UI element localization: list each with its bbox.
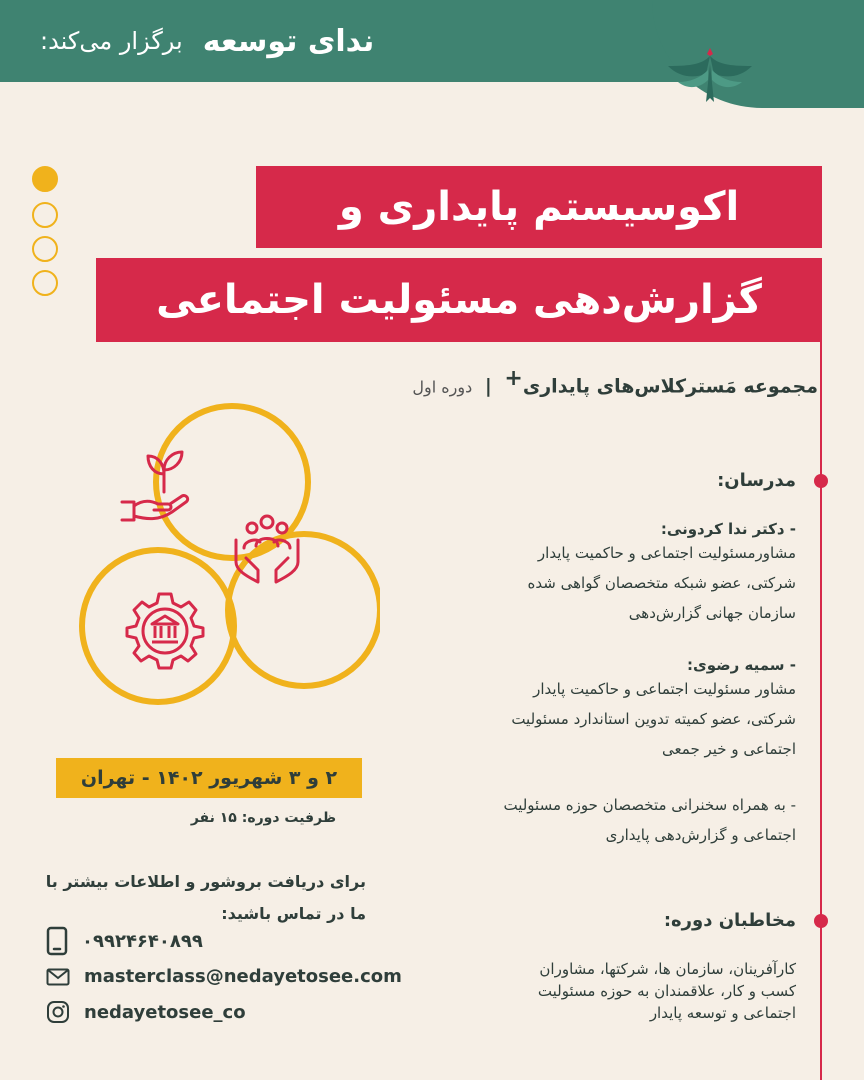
icon-circles <box>70 400 380 770</box>
date-place-banner: ۲ و ۳ شهریور ۱۴۰۲ - تهران <box>56 758 362 798</box>
contact-intro-line: برای دریافت بروشور و اطلاعات بیشتر با <box>45 872 366 891</box>
instagram-row[interactable] <box>46 1000 246 1024</box>
timeline-dot <box>814 914 828 928</box>
timeline-line <box>820 340 822 1080</box>
logo-icon <box>662 44 758 108</box>
header-hold-text: برگزار می‌کند: <box>40 27 183 55</box>
instructor-1-name: - دکتر ندا کردونی: <box>660 520 796 538</box>
instructor-1-line: شرکتی، عضو شبکه متخصصان گواهی شده <box>527 574 796 592</box>
instructors-heading: مدرسان: <box>717 470 796 491</box>
email-row[interactable] <box>46 966 402 987</box>
phone-number[interactable]: ۰۹۹۲۴۶۴۰۸۹۹ <box>82 930 203 952</box>
instructor-1-line: سازمان جهانی گزارش‌دهی <box>628 604 796 622</box>
header-text <box>40 18 630 64</box>
instagram-icon <box>46 1000 70 1024</box>
instructor-2-line: اجتماعی و خیر جمعی <box>662 740 796 758</box>
instructor-2-line: مشاور مسئولیت اجتماعی و حاکمیت پایدار <box>533 680 796 698</box>
subtitle <box>250 366 818 397</box>
plant-hand-icon <box>118 444 194 524</box>
instructor-2 <box>420 656 796 764</box>
series-name: مجموعه مَسترکلاس‌های پایداری <box>522 375 818 398</box>
extra-line: اجتماعی و گزارش‌دهی پایداری <box>605 826 796 844</box>
instagram-handle[interactable]: nedayetosee_co <box>84 1001 246 1023</box>
contact-intro-line: ما در تماس باشید: <box>221 904 366 923</box>
capacity: ظرفیت دوره: ۱۵ نفر <box>190 810 336 826</box>
audience-line: کارآفرینان، سازمان ها، شرکتها، مشاوران <box>539 960 796 978</box>
phone-row[interactable] <box>46 926 203 956</box>
phone-icon <box>46 926 68 956</box>
instructor-1 <box>420 520 796 628</box>
decor-dot <box>32 236 58 262</box>
brand-name: ندای توسعه <box>202 23 375 59</box>
mail-icon <box>46 968 70 986</box>
contact-intro <box>40 866 366 930</box>
title-line-1: اکوسیستم پایداری و <box>256 166 822 248</box>
decor-dot-filled <box>32 166 58 192</box>
title-line-2: گزارش‌دهی مسئولیت اجتماعی <box>96 258 822 342</box>
instructor-1-line: مشاورمسئولیت اجتماعی و حاکمیت پایدار <box>537 544 796 562</box>
extra-line: - به همراه سخنرانی متخصصان حوزه مسئولیت <box>503 796 796 814</box>
separator: | <box>484 375 492 398</box>
plus-sign: + <box>504 366 523 391</box>
email-address[interactable]: masterclass@nedayetosee.com <box>84 966 402 987</box>
audience-text <box>420 958 796 1024</box>
audience-line: اجتماعی و توسعه پایدار <box>649 1004 796 1022</box>
instructor-2-name: - سمیه رضوی: <box>687 656 796 674</box>
audience-line: کسب و کار، علاقمندان به حوزه مسئولیت <box>537 982 796 1000</box>
edition: دوره اول <box>412 377 473 397</box>
decor-dot <box>32 202 58 228</box>
people-hands-icon <box>232 510 302 586</box>
timeline-dot <box>814 474 828 488</box>
instructors-extra <box>420 790 796 850</box>
gear-bank-icon <box>124 590 206 672</box>
instructor-2-line: شرکتی، عضو کمیته تدوین استاندارد مسئولیت <box>511 710 796 728</box>
decor-dot <box>32 270 58 296</box>
audience-heading: مخاطبان دوره: <box>663 910 796 931</box>
